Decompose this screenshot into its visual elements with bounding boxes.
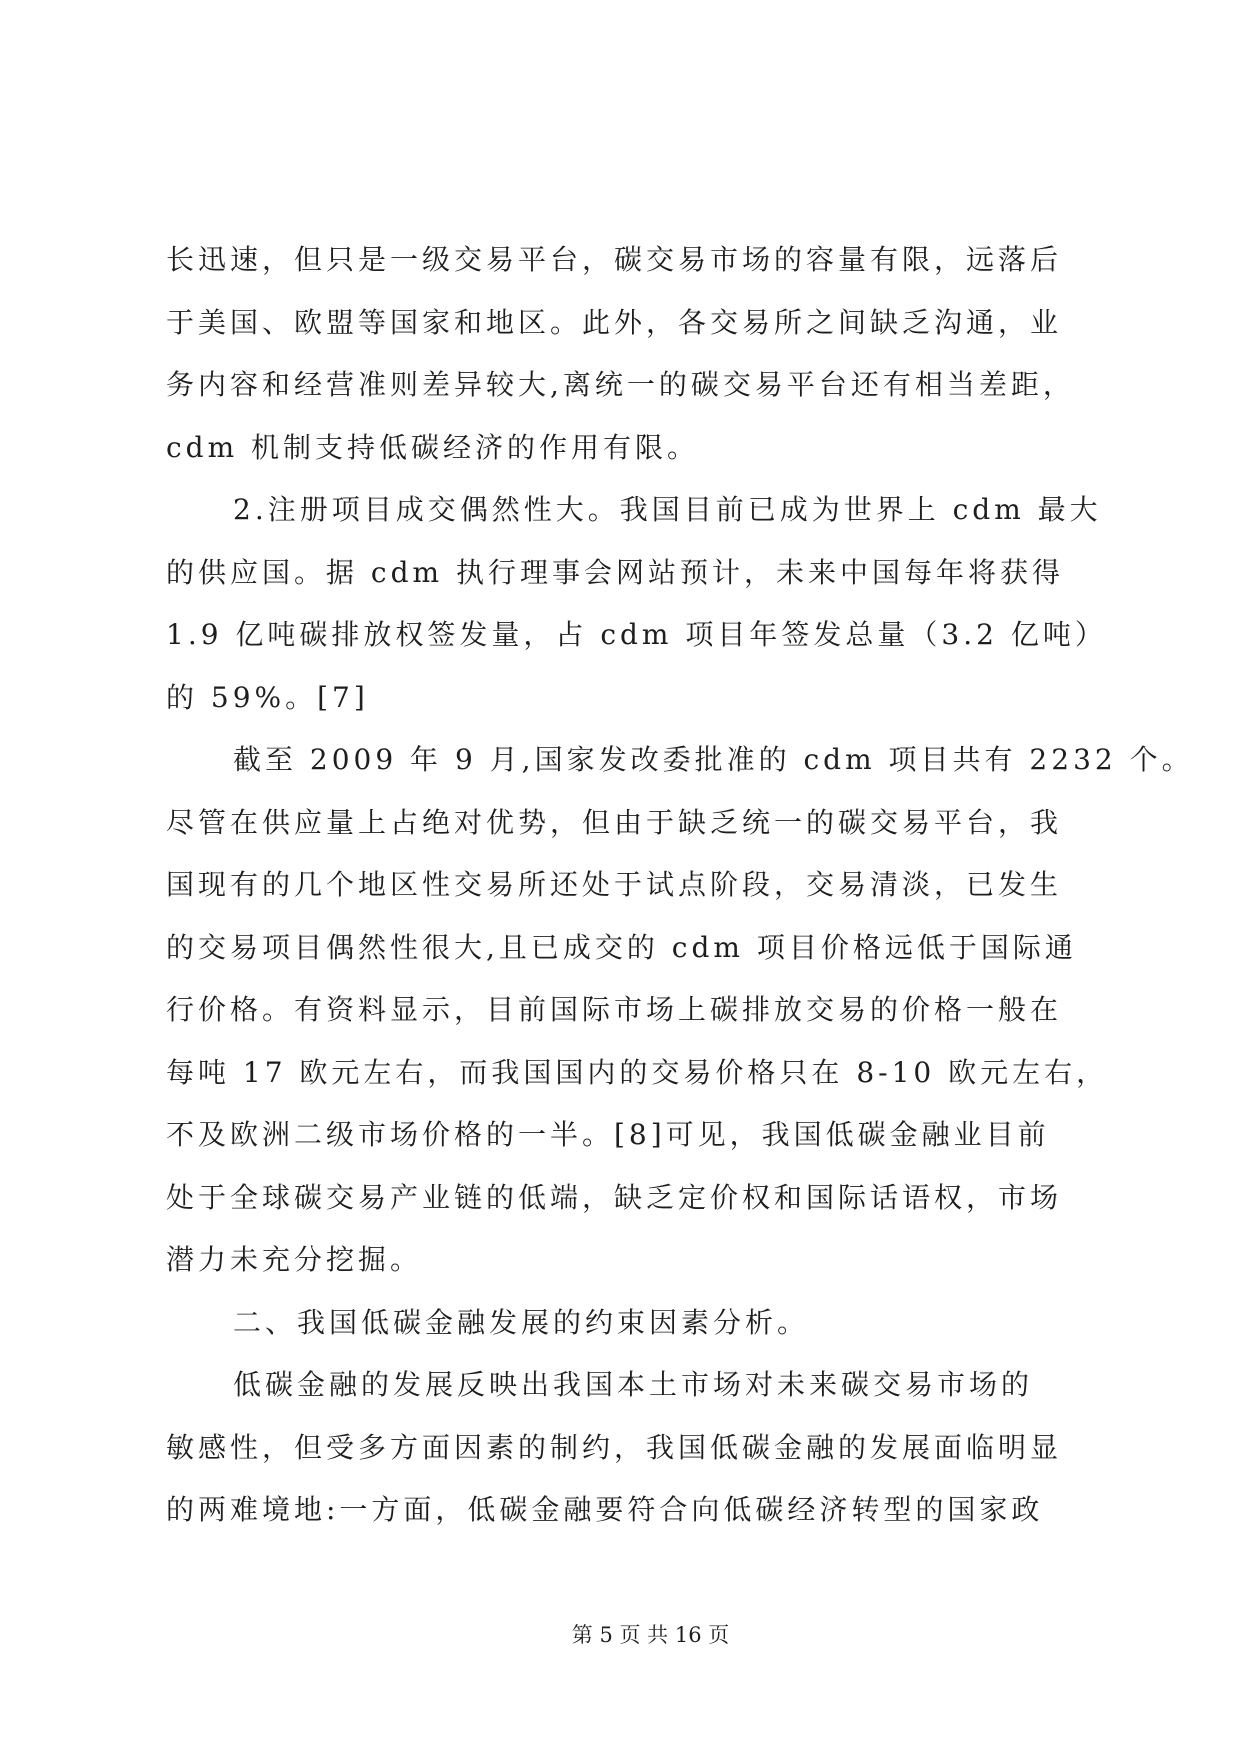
text-line: 务内容和经营准则差异较大,离统一的碳交易平台还有相当差距， [166, 368, 1075, 401]
text-line: 截至 2009 年 9 月,国家发改委批准的 cdm 项目共有 2232 个。 [233, 743, 1194, 776]
section-heading [166, 1292, 1166, 1355]
text-line: 行价格。有资料显示，目前国际市场上碳排放交易的价格一般在 [166, 993, 1063, 1026]
text-line: 的供应国。据 cdm 执行理事会网站预计，未来中国每年将获得 [166, 555, 1064, 589]
text-line: cdm 机制支持低碳经济的作用有限。 [166, 430, 700, 464]
page-footer [0, 1620, 1241, 1650]
section-heading-text: 二、我国低碳金融发展的约束因素分析。 [233, 1305, 810, 1339]
text-line: 每吨 17 欧元左右，而我国国内的交易价格只在 8-10 欧元左右， [166, 1055, 1109, 1089]
text-line: 低碳金融的发展反映出我国本土市场对未来碳交易市场的 [233, 1368, 1034, 1401]
text-line: 潜力未充分挖掘。 [166, 1243, 423, 1276]
paragraph-low-carbon-finance [166, 1354, 1166, 1542]
text-line: 1.9 亿吨碳排放权签发量，占 cdm 项目年签发总量（3.2 亿吨） [166, 618, 1107, 651]
text-line: 尽管在供应量上占绝对优势，但由于缺乏统一的碳交易平台，我 [166, 805, 1063, 839]
text-line: 2.注册项目成交偶然性大。我国目前已成为世界上 cdm 最大 [233, 493, 1102, 526]
text-line: 长迅速，但只是一级交易平台，碳交易市场的容量有限，远落后 [166, 243, 1063, 276]
body-text [166, 229, 1194, 1542]
paragraph-cdm-approval [166, 729, 1194, 1292]
text-line: 的两难境地:一方面，低碳金融要符合向低碳经济转型的国家政 [166, 1493, 1044, 1526]
text-line: 国现有的几个地区性交易所还处于试点阶段，交易清淡，已发生 [166, 868, 1063, 901]
paragraph-continuation [166, 229, 1166, 479]
text-line: 处于全球碳交易产业链的低端，缺乏定价权和国际话语权，市场 [166, 1180, 1063, 1214]
text-line: 敏感性，但受多方面因素的制约，我国低碳金融的发展面临明显 [166, 1430, 1063, 1464]
text-line: 不及欧洲二级市场价格的一半。[8]可见，我国低碳金融业目前 [166, 1118, 1050, 1151]
paragraph-registered-projects [166, 479, 1166, 729]
page-number-label: 第 5 页 共 16 页 [571, 1623, 730, 1647]
text-line: 于美国、欧盟等国家和地区。此外，各交易所之间缺乏沟通，业 [166, 305, 1063, 339]
text-line: 的交易项目偶然性很大,且已成交的 cdm 项目价格远低于国际通 [166, 930, 1077, 964]
text-line: 的 59%。[7] [166, 680, 369, 714]
